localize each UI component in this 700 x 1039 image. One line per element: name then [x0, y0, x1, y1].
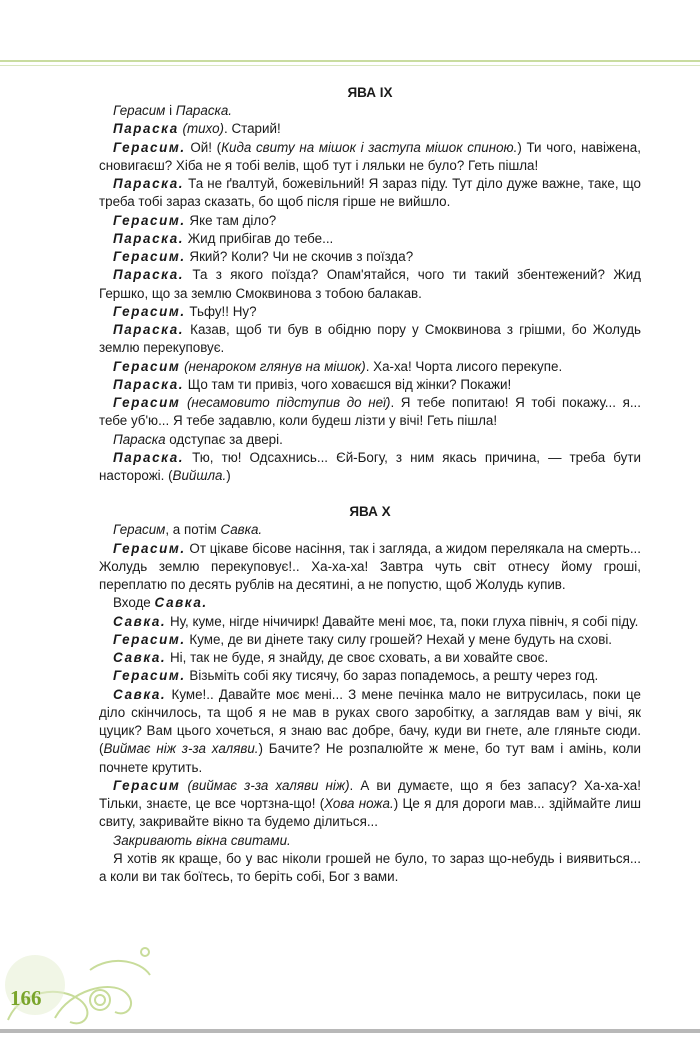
dialogue-line: Савка. Куме!.. Давайте моє мені... З мене печінка мало не витрусилась, поки це діло скінчилось, та щоб я не мав в руках свого заробітку, а заглядав вам у вічі, як цуцик? Вам цього хочеться, я знаю вас добре, бачу, куди ви гнете, але гляньте сюди. (Виймає ніж з-за халяви.) Бачите? Не розпалюйте ж мене, бо тут вам і амінь, коли почнете крутить.: [99, 686, 641, 775]
dialogue-line: Герасим. Яке там діло?: [113, 212, 277, 228]
dialogue-line: Параска. Казав, щоб ти був в обідню пору у Смоквинова з грішми, бо Жолудь землю перекуповує.: [99, 322, 641, 356]
dialogue-line: Герасим. От цікаве бісове насіння, так і загляда, а жидом перелякала на смерть... Жолудь землю перекуповує!.. Ха-ха-ха! Завтра чуть світ отнесу йому гроші, переплатю по десять рублів на десятині, а не попустю, щоб Жолудь купив.: [99, 540, 641, 592]
dialogue-line: Савка. Ні, так не буде, я знайду, де своє сховать, а ви ховайте своє.: [113, 650, 549, 665]
dialogue-line: Параска. Та з якого поїзда? Опам'ятайся, чого ти такий збентежений? Жид Гершко, що за землю Смоквинова з тобою балакав.: [99, 267, 641, 301]
stage-direction: Входе Савка.: [113, 595, 208, 611]
dialogue-line: Герасим. Тьфу!! Ну?: [113, 303, 257, 319]
dialogue-line: Параска. Тю, тю! Одсахнись... Єй-Богу, з ним якась причина, — треба бути насторожі. (Вийшла.): [99, 449, 641, 483]
dialogue-line: Герасим. Який? Коли? Чи не скочив з поїзда?: [113, 249, 414, 264]
scene-10: [99, 503, 641, 886]
stage-direction: Параска одступає за двері.: [113, 431, 283, 447]
dialogue-line: Герасим (ненароком глянув на мішок). Ха-ха! Чорта лисого перекупе.: [113, 358, 563, 374]
page-text: [99, 84, 641, 886]
scene-title: ЯВА X: [349, 504, 391, 520]
stage-direction: Герасим і Параска.: [113, 103, 233, 118]
dialogue-line: Савка. Ну, куме, нігде нічичирк! Давайте мені моє, та, поки глуха північ, я собі піду.: [113, 613, 639, 629]
footer-rule: [0, 1029, 700, 1033]
dialogue-line: Параска. Жид прибігав до тебе...: [113, 230, 334, 246]
swirl-ornament-icon: [0, 930, 160, 1030]
dialogue-line: Герасим (несамовито підступив до неї). Я тебе попитаю! Я тобі покажу... я... тебе уб'ю... Я тебе задавлю, коли будеш лізти у вічі! Геть пішла!: [99, 395, 641, 429]
dialogue-line: Герасим. Ой! (Кида свиту на мішок і заступа мішок спиною.) Ти чого, навіжена, сновигаєш? Хіба не я тобі велів, щоб тут і ляльки не було? Геть пішла!: [99, 139, 641, 173]
header-rule: [0, 60, 700, 62]
stage-direction: Закривають вікна свитами.: [113, 832, 291, 848]
dialogue-line: Герасим (виймає з-за халяви ніж). А ви думаєте, що я без запасу? Ха-ха-ха! Тільки, знаєте, це все чортзна-що! (Хова ножа.) Це я для дороги мав... здіймайте лиш свиту, закривайте вікно та будемо ділиться...: [99, 777, 641, 830]
dialogue-line: Герасим. Візьміть собі яку тисячу, бо зараз попадемось, а решту через год.: [113, 668, 599, 684]
page-number: 166: [10, 986, 42, 1010]
header-rule-thin: [0, 65, 700, 66]
dialogue-line: Параска. Що там ти привіз, чого ховаєшся від жінки? Покажи!: [113, 376, 512, 392]
stage-direction: Герасим, а потім Савка.: [113, 522, 263, 538]
dialogue-line: Герасим. Куме, де ви дінете таку силу грошей? Нехай у мене будуть на схові.: [113, 631, 613, 647]
dialogue-line: Параска. Та не ґвалтуй, божевільний! Я зараз піду. Тут діло дуже важне, таке, що треба тобі зараз сказать, бо щоб після гірше не вийшло.: [99, 176, 641, 210]
dialogue-line: Параска (тихо). Старий!: [113, 121, 281, 137]
dialogue-line: Я хотів як краще, бо у вас ніколи грошей не було, то зараз що-небудь і виявиться... а коли ви так боїтесь, то беріть собі, Бог з вами.: [99, 850, 641, 884]
scene-title: ЯВА IX: [347, 85, 393, 100]
scene-9: [99, 84, 641, 485]
